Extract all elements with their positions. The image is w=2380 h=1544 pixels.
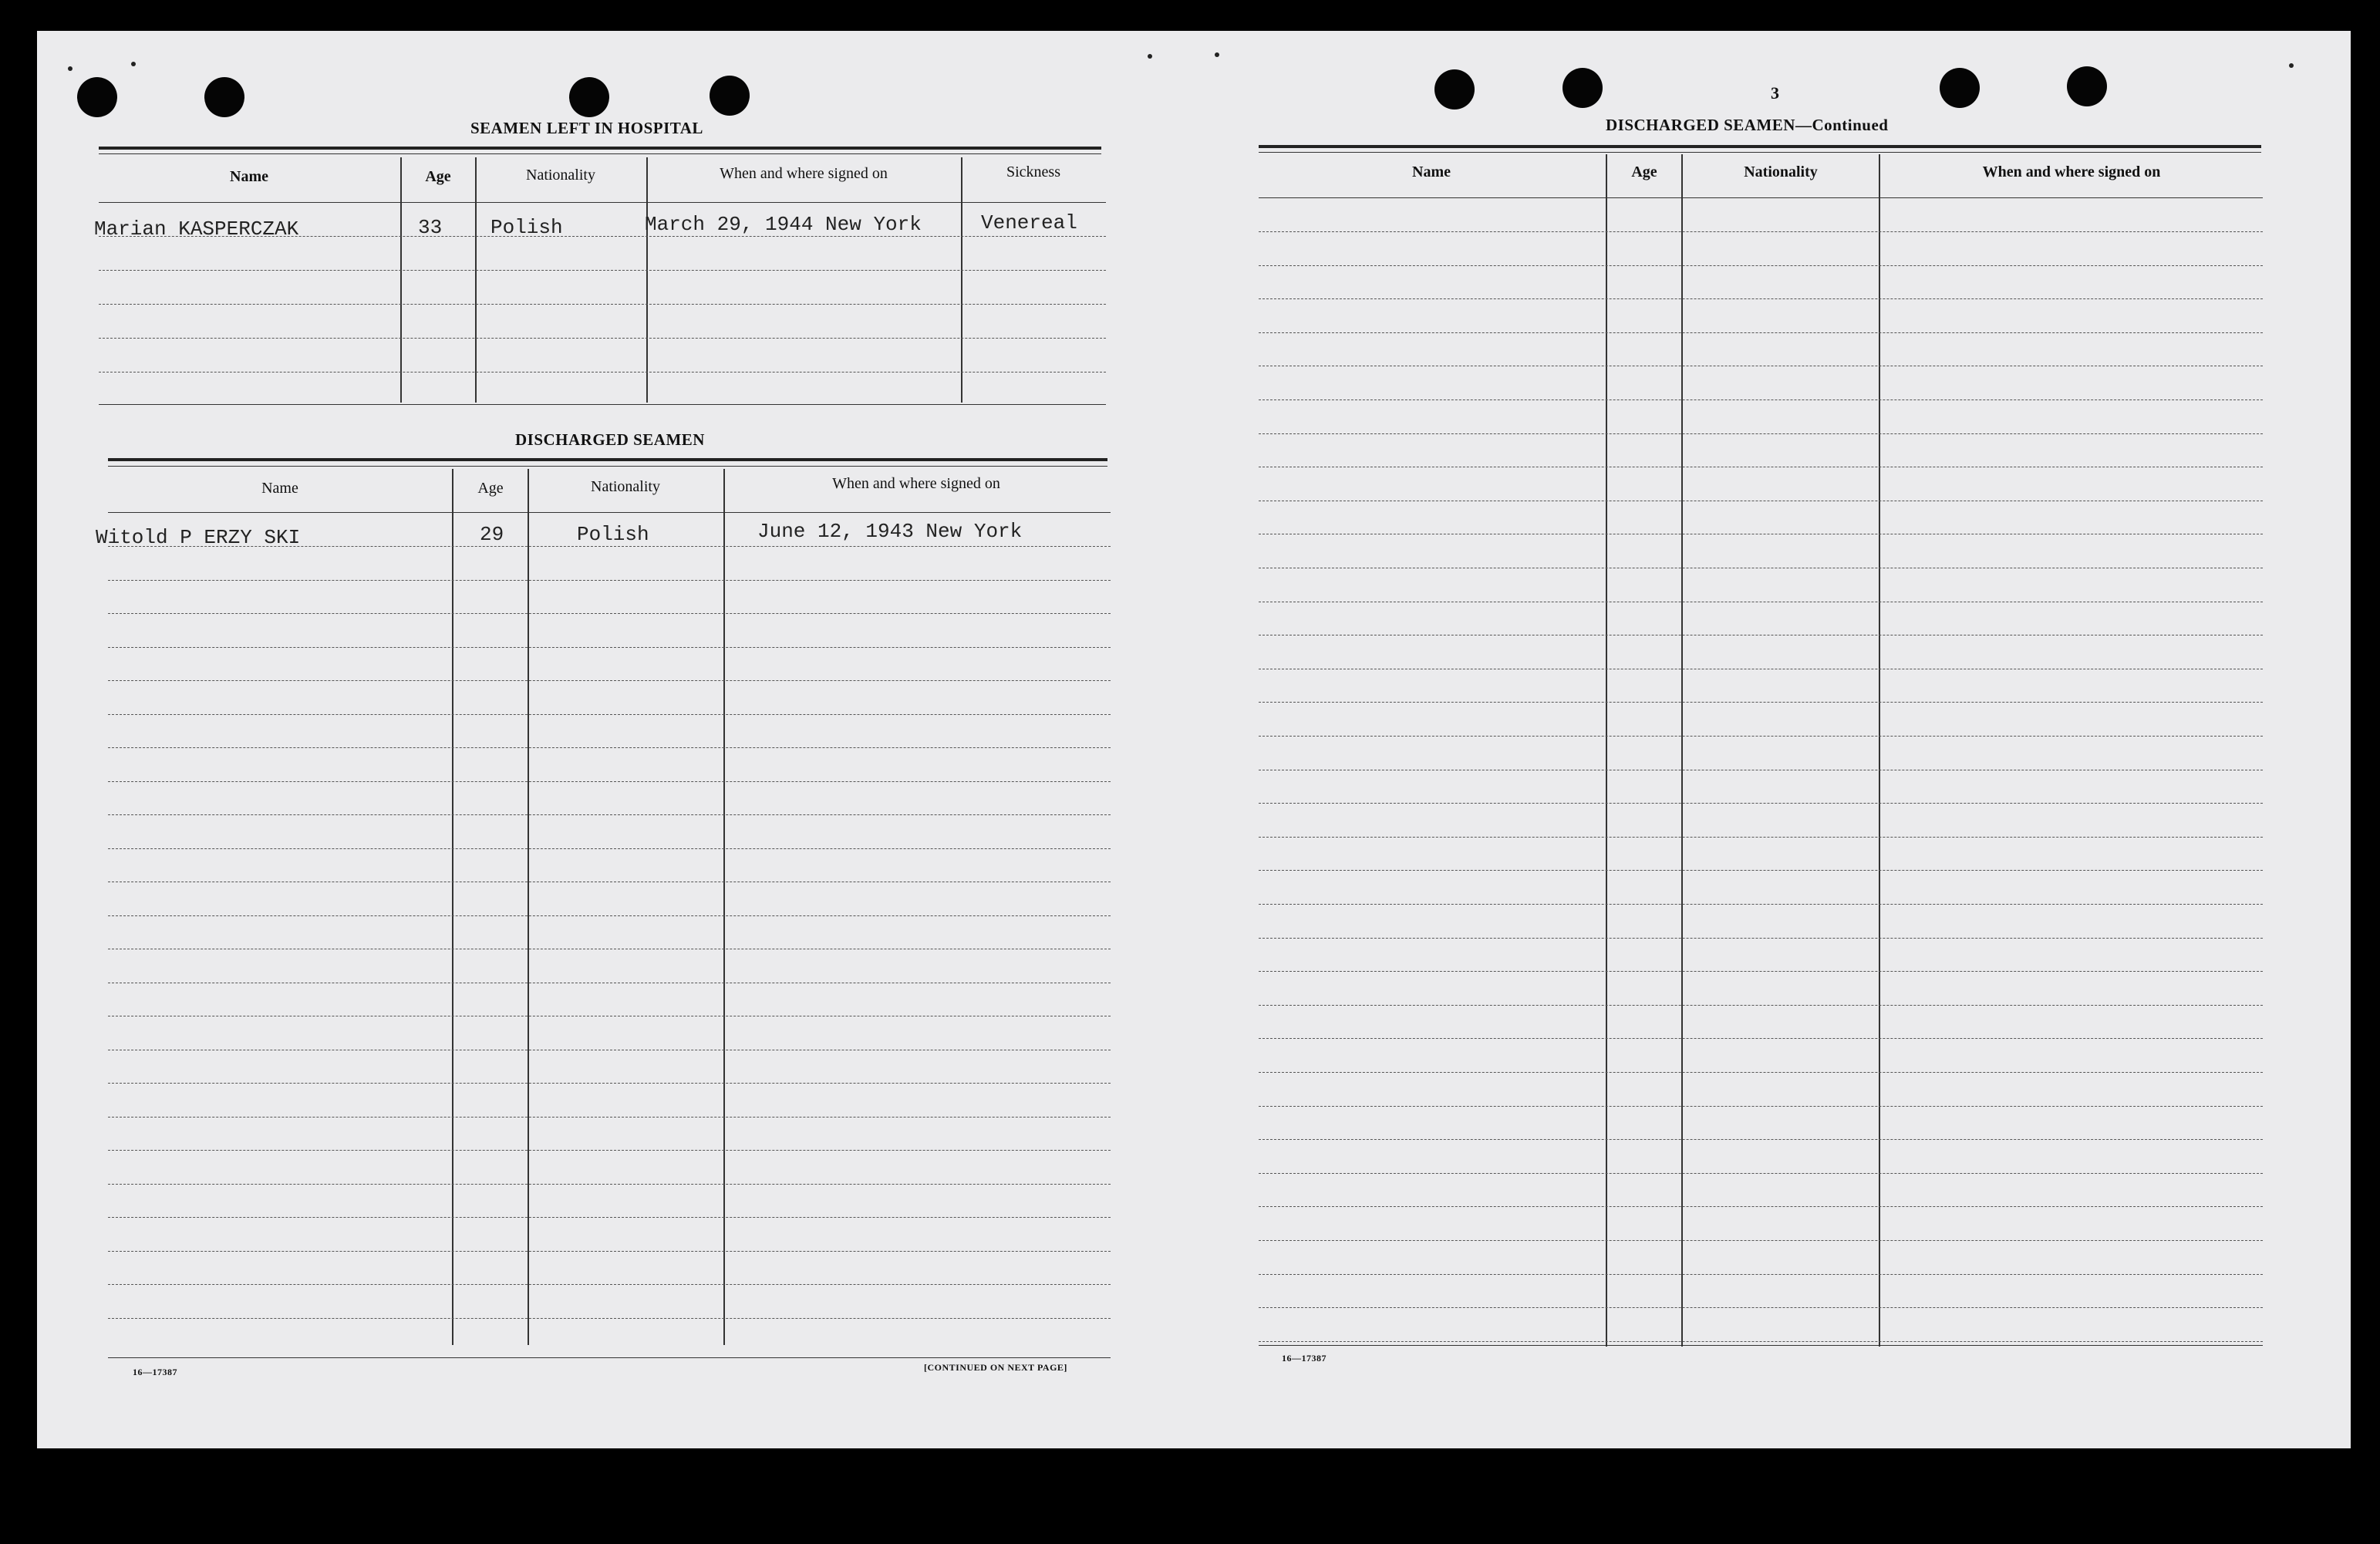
continued-top-rule-2 — [1259, 152, 2261, 153]
continued-top-rule — [1259, 145, 2261, 148]
hospital-header-rule — [99, 202, 1106, 203]
discharged-row-line — [108, 1083, 1111, 1084]
punch-hole — [77, 77, 117, 117]
discharged-row-line — [108, 1117, 1111, 1118]
discharged-header-signed-on: When and where signed on — [832, 475, 1000, 492]
hospital-col-divider — [475, 157, 477, 403]
discharged-top-rule — [108, 458, 1107, 461]
discharged-row-age: 29 — [480, 523, 504, 546]
hospital-top-rule — [99, 147, 1101, 150]
continued-row-line — [1259, 399, 2263, 400]
hospital-col-divider — [961, 157, 962, 403]
continued-row-line — [1259, 1038, 2263, 1039]
continued-row-line — [1259, 1173, 2263, 1174]
discharged-row-line — [108, 1251, 1111, 1252]
hospital-row-line — [99, 270, 1106, 271]
punch-hole — [204, 77, 244, 117]
discharged-header-nationality: Nationality — [591, 478, 660, 495]
continued-title: DISCHARGED SEAMEN—Continued — [1606, 116, 1889, 134]
hospital-row-age: 33 — [418, 216, 443, 239]
speck — [1148, 54, 1152, 59]
discharged-row-line — [108, 1318, 1111, 1319]
hospital-title: SEAMEN LEFT IN HOSPITAL — [470, 119, 703, 137]
discharged-row-line — [108, 613, 1111, 614]
continued-header-nationality: Nationality — [1744, 164, 1818, 180]
continued-row-line — [1259, 1240, 2263, 1241]
discharged-row-line — [108, 1217, 1111, 1218]
continued-row-line — [1259, 1106, 2263, 1107]
discharged-title: DISCHARGED SEAMEN — [515, 430, 705, 449]
speck — [2289, 63, 2294, 68]
hospital-top-rule-2 — [99, 153, 1101, 154]
speck — [1215, 52, 1219, 57]
discharged-row-line — [108, 580, 1111, 581]
speck — [131, 62, 136, 66]
punch-hole — [2067, 66, 2107, 106]
continued-row-line — [1259, 870, 2263, 871]
continued-header-age: Age — [1631, 164, 1657, 180]
hospital-row-line — [99, 304, 1106, 305]
continued-row-line — [1259, 1005, 2263, 1006]
continued-row-line — [1259, 1274, 2263, 1275]
discharged-row-line — [108, 814, 1111, 815]
discharged-row-line — [108, 1284, 1111, 1285]
discharged-row-signed-on: June 12, 1943 New York — [757, 520, 1023, 543]
hospital-row-line — [99, 372, 1106, 373]
page-number: 3 — [1771, 83, 1779, 103]
discharged-row-line — [108, 714, 1111, 715]
hospital-header-name: Name — [230, 168, 268, 185]
hospital-row-line — [99, 236, 1106, 237]
document-page — [37, 31, 2351, 1448]
continued-row-line — [1259, 265, 2263, 266]
continued-col-divider — [1879, 154, 1880, 1347]
punch-hole — [710, 76, 750, 116]
continued-header-signed-on: When and where signed on — [1982, 164, 2161, 180]
continued-row-line — [1259, 938, 2263, 939]
hospital-col-divider — [646, 157, 648, 403]
continued-row-line — [1259, 837, 2263, 838]
discharged-row-line — [108, 781, 1111, 782]
discharged-row-line — [108, 680, 1111, 681]
punch-hole — [1940, 68, 1980, 108]
discharged-bottom-rule — [108, 1357, 1111, 1358]
discharged-row-line — [108, 1150, 1111, 1151]
continued-col-divider — [1681, 154, 1683, 1347]
continued-row-line — [1259, 1307, 2263, 1308]
hospital-row-signed-on: March 29, 1944 New York — [645, 213, 922, 236]
right-form-number: 16—17387 — [1282, 1353, 1327, 1364]
hospital-row-nationality: Polish — [490, 216, 563, 239]
punch-hole — [1563, 68, 1603, 108]
punch-hole — [569, 77, 609, 117]
discharged-row-line — [108, 747, 1111, 748]
hospital-bottom-rule — [99, 404, 1106, 405]
left-form-number: 16—17387 — [133, 1367, 177, 1377]
continued-row-line — [1259, 231, 2263, 232]
hospital-row-name: Marian KASPERCZAK — [94, 217, 299, 241]
discharged-col-divider — [723, 469, 725, 1345]
discharged-row-nationality: Polish — [577, 523, 649, 546]
continued-bottom-rule — [1259, 1345, 2263, 1346]
hospital-header-age: Age — [425, 168, 451, 185]
continued-row-line — [1259, 1206, 2263, 1207]
discharged-row-name: Witold P ERZY SKI — [96, 526, 301, 549]
hospital-header-signed-on: When and where signed on — [720, 165, 888, 182]
hospital-header-nationality: Nationality — [526, 167, 595, 184]
discharged-row-line — [108, 1184, 1111, 1185]
continued-note: [CONTINUED ON NEXT PAGE] — [924, 1362, 1067, 1373]
continued-row-line — [1259, 1072, 2263, 1073]
discharged-row-line — [108, 546, 1111, 547]
continued-row-line — [1259, 433, 2263, 434]
continued-header-name: Name — [1412, 164, 1451, 180]
continued-row-line — [1259, 298, 2263, 299]
continued-row-line — [1259, 736, 2263, 737]
discharged-row-line — [108, 915, 1111, 916]
speck — [68, 66, 72, 71]
discharged-col-divider — [452, 469, 453, 1345]
continued-row-line — [1259, 803, 2263, 804]
discharged-top-rule-2 — [108, 466, 1107, 467]
continued-row-line — [1259, 904, 2263, 905]
continued-row-line — [1259, 702, 2263, 703]
punch-hole — [1434, 69, 1475, 110]
hospital-col-divider — [400, 157, 402, 403]
hospital-row-sickness: Venereal — [981, 211, 1077, 234]
discharged-header-name: Name — [261, 480, 298, 497]
continued-row-line — [1259, 332, 2263, 333]
continued-row-line — [1259, 1139, 2263, 1140]
continued-row-line — [1259, 1341, 2263, 1342]
discharged-row-line — [108, 647, 1111, 648]
discharged-header-age: Age — [477, 480, 504, 497]
hospital-row-line — [99, 338, 1106, 339]
discharged-col-divider — [528, 469, 529, 1345]
continued-header-rule — [1259, 197, 2263, 198]
hospital-header-sickness: Sickness — [1006, 164, 1060, 180]
discharged-header-rule — [108, 512, 1111, 513]
continued-col-divider — [1606, 154, 1607, 1347]
continued-row-line — [1259, 971, 2263, 972]
discharged-row-line — [108, 848, 1111, 849]
